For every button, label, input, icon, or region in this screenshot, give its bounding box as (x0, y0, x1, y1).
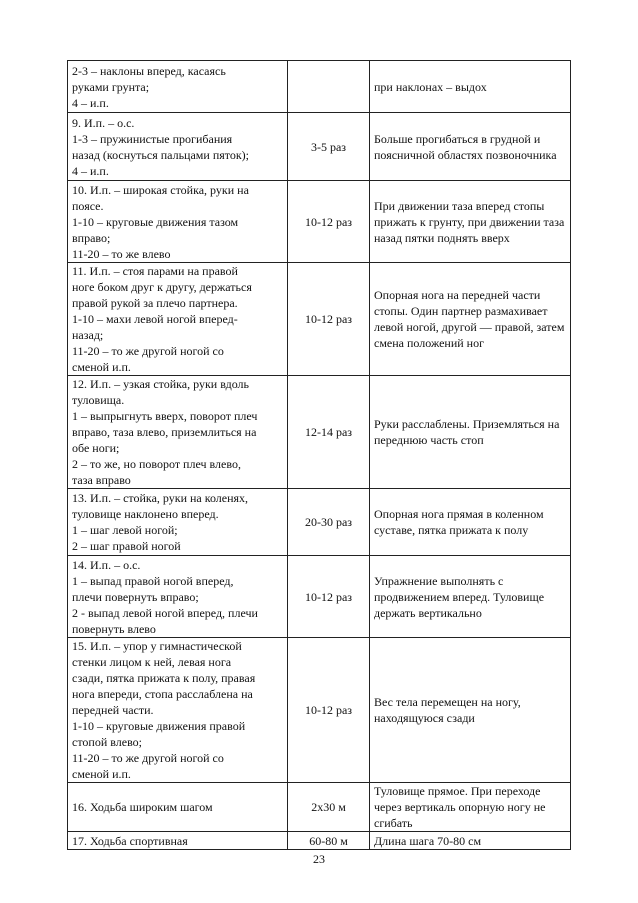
exercise-cell (68, 263, 288, 376)
exercise-line: 15. И.п. – упор у гимнастической (72, 639, 242, 653)
exercise-line: 11-20 – то же другой ногой со (72, 751, 224, 765)
exercise-line: нога впереди, стопа расслаблена на (72, 687, 253, 701)
exercise-line: ноге боком друг к другу, держаться (72, 280, 252, 294)
exercise-line: 12. И.п. – узкая стойка, руки вдоль (72, 377, 249, 391)
exercise-line: вправо, таза влево, приземлиться на (72, 425, 257, 439)
exercise-line: 1 – шаг левой ногой; (72, 523, 178, 537)
dosage-cell (288, 61, 370, 113)
table-row (68, 61, 571, 113)
exercise-line: 14. И.п. – о.с. (72, 557, 141, 572)
table-row (68, 376, 571, 489)
exercise-line: 11-20 – то же влево (72, 246, 171, 261)
exercise-line: назад; (72, 328, 104, 342)
exercise-cell (68, 556, 288, 638)
exercise-line: 11-20 – то же другой ногой со (72, 344, 224, 358)
table-row (68, 263, 571, 376)
exercise-line: руками грунта; (72, 79, 150, 94)
exercise-line: плечи повернуть вправо; (72, 589, 199, 604)
dosage-cell: 10-12 раз (288, 263, 370, 376)
exercise-line: 1-10 – круговые движения тазом (72, 214, 239, 229)
exercise-cell (68, 61, 288, 113)
exercise-line: 1-3 – пружинистые прогибания (72, 131, 233, 146)
exercise-cell (68, 832, 288, 850)
exercise-line: 2 - выпад левой ногой вперед, плечи (72, 605, 258, 620)
exercise-line: сменой и.п. (72, 767, 131, 781)
exercise-line: вправо; (72, 230, 111, 245)
dosage-cell: 20-30 раз (288, 489, 370, 556)
exercise-cell (68, 489, 288, 556)
table-row (68, 489, 571, 556)
dosage-cell: 60-80 м (288, 832, 370, 850)
exercise-line: 1-10 – круговые движения правой (72, 719, 246, 733)
exercise-line: 11. И.п. – стоя парами на правой (72, 264, 238, 278)
exercise-line: 16. Ходьба широким шагом (72, 800, 213, 814)
table-row (68, 113, 571, 181)
notes-cell: Опорная нога прямая в коленном суставе, пятка прижата к полу (370, 489, 571, 556)
notes-cell: Опорная нога на передней части стопы. Один партнер размахивает левой ногой, другой — правой, затем смена положений ног (370, 263, 571, 376)
notes-cell: Туловище прямое. При переходе через вертикаль опорную ногу не сгибать (370, 783, 571, 832)
exercise-line: повернуть влево (72, 621, 156, 636)
exercise-cell (68, 181, 288, 263)
exercise-table (67, 60, 571, 850)
exercise-line: 1 – выпад правой ногой вперед, (72, 573, 234, 588)
exercise-line: 9. И.п. – о.с. (72, 115, 135, 130)
exercise-cell (68, 638, 288, 783)
exercise-line: 2-3 – наклоны вперед, касаясь (72, 63, 226, 78)
exercise-line: 2 – шаг правой ногой (72, 539, 181, 553)
exercise-cell (68, 376, 288, 489)
exercise-line: сзади, пятка прижата к полу, правая (72, 671, 256, 685)
dosage-cell: 3-5 раз (288, 113, 370, 181)
exercise-line: сменой и.п. (72, 360, 131, 374)
exercise-line: правой рукой за плечо партнера. (72, 296, 238, 310)
table-row (68, 783, 571, 832)
exercise-line: обе ноги; (72, 441, 120, 455)
page-number: 23 (313, 852, 325, 866)
exercise-line: 17. Ходьба спортивная (72, 833, 188, 848)
table-row (68, 181, 571, 263)
notes-cell: При движении таза вперед стопы прижать к грунту, при движении таза назад пятки поднять вверх (370, 181, 571, 263)
exercise-line: туловища. (72, 393, 125, 407)
exercise-line: 2 – то же, но поворот плеч влево, (72, 457, 241, 471)
dosage-cell: 12-14 раз (288, 376, 370, 489)
exercise-cell (68, 783, 288, 832)
table-row (68, 638, 571, 783)
table-row (68, 556, 571, 638)
exercise-line: стопой влево; (72, 735, 142, 749)
notes-cell: Упражнение выполнять с продвижением вперед. Туловище держать вертикально (370, 556, 571, 638)
exercise-line: стенки лицом к ней, левая нога (72, 655, 232, 669)
exercise-line: 1-10 – махи левой ногой вперед- (72, 312, 238, 326)
notes-cell: Вес тела перемещен на ногу, находящуюся сзади (370, 638, 571, 783)
exercise-line: 4 – и.п. (72, 95, 109, 110)
exercise-line: 13. И.п. – стойка, руки на коленях, (72, 491, 249, 505)
notes-cell: при наклонах – выдох (370, 61, 571, 113)
notes-cell: Длина шага 70-80 см (370, 832, 571, 850)
dosage-cell: 10-12 раз (288, 556, 370, 638)
exercise-line: таза вправо (72, 473, 131, 487)
exercise-line: назад (коснуться пальцами пяток); (72, 147, 250, 162)
exercise-line: туловище наклонено вперед. (72, 507, 219, 521)
dosage-cell: 10-12 раз (288, 181, 370, 263)
exercise-line: передней части. (72, 703, 154, 717)
exercise-line: 10. И.п. – широкая стойка, руки на (72, 182, 249, 197)
table-row (68, 832, 571, 850)
notes-cell: Больше прогибаться в грудной и поясничной областях позвоночника (370, 113, 571, 181)
exercise-line: 1 – выпрыгнуть вверх, поворот плеч (72, 409, 258, 423)
exercise-line: поясе. (72, 198, 104, 213)
exercise-line: 4 – и.п. (72, 163, 109, 178)
exercise-cell (68, 113, 288, 181)
notes-cell: Руки расслаблены. Приземляться на переднюю часть стоп (370, 376, 571, 489)
dosage-cell: 2х30 м (288, 783, 370, 832)
dosage-cell: 10-12 раз (288, 638, 370, 783)
